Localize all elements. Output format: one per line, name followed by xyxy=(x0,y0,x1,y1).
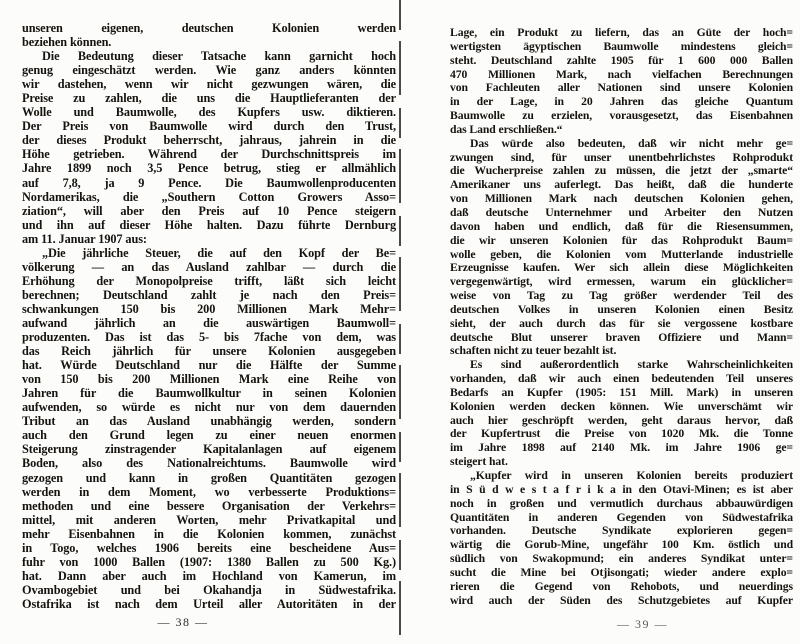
text-line: „Kupfer wird in unseren Kolonien bereits produziert xyxy=(470,469,793,482)
text-line: die Wucherpreise zahlen zu müssen, die jetzt der „smarte“ xyxy=(450,164,793,178)
text-line: Wolle und Baumwolle, des Kupfers usw. diktieren. xyxy=(22,105,396,120)
text-line: aufwenden, so würde es nicht nur von dem dauernden xyxy=(22,400,396,415)
text-line: von 150 bis 200 Millionen Mark eine Reihe von xyxy=(22,372,396,387)
text-line: Jahren für die Baumwollkultur in seinen Kolonien xyxy=(22,386,396,401)
text-line: Lage, ein Produkt zu liefern, das an Güte der hoch= xyxy=(450,26,793,39)
text-line: im Jahre 1898 auf 2140 Mk. im Jahre 1906 ge= xyxy=(450,441,793,455)
text-line: wärtig die Gorub-Mine, ungefähr 100 Km. östlich und xyxy=(450,538,793,552)
text-line: das Land erschließen.“ xyxy=(450,122,563,136)
text-line: fuhr von 1000 Ballen (1907: 1380 Ballen zu 500 Kg.) xyxy=(22,554,396,569)
text-line: Erzeugnisse kaufen. Wer sich allein diese Möglichkeiten xyxy=(450,261,793,275)
text-line: Baumwolle zu erzielen, vorausgesetzt, das Eisenbahnen xyxy=(450,109,793,123)
text-line: produzenten. Das ist das 5- bis 7fache von dem, was xyxy=(22,330,396,345)
page-number-left: — 38 — xyxy=(157,615,209,629)
text-line: methoden und eine bessere Organisation der Verkehrs= xyxy=(22,498,396,513)
text-line: in der Lage, in 20 Jahren das gleiche Quantum xyxy=(450,95,793,109)
text-line: Die Bedeutung dieser Tatsache kann garnicht hoch xyxy=(42,49,396,64)
text-line: Nordamerikas, die „Southern Cotton Growers Asso= xyxy=(22,189,396,204)
page-number-right: — 39 — xyxy=(617,617,668,631)
text-line: Kolonien werden decken können. Wie unverschämt wir xyxy=(450,399,793,413)
gutter-line xyxy=(399,0,401,644)
text-line: weise von Tag zu Tag größer werdender Teil des xyxy=(450,289,793,303)
text-line: steht. Deutschland zahlte 1905 für 1 600 000 Ballen xyxy=(450,53,793,67)
text-line: rieren die Gegend von Rehobots, und neuerdings xyxy=(450,579,793,593)
text-line: Preise zu zahlen, die uns die Hauptlieferanten der xyxy=(22,91,396,106)
text-line: werden in dem Moment, wo verbesserte Produktions= xyxy=(22,484,396,499)
text-line: sucht die Mine bei Otjisongati; wieder andere explo= xyxy=(450,565,793,579)
text-line: auch den Grund legen zu einer neuen enormen xyxy=(22,428,396,443)
text-line: schaften nicht zu teuer bezahlt ist. xyxy=(450,344,617,358)
text-line: Höhe getrieben. Während der Durchschnittspreis im xyxy=(22,147,396,162)
text-line: die wir unseren Kolonien für das Rohprodukt Baum= xyxy=(450,233,793,247)
page-right-lines xyxy=(450,26,793,607)
text-line: zwungen sind, für unser unentbehrlichstes Rohprodukt xyxy=(450,150,793,164)
text-line: davon haben und endlich, daß für die Riesensummen, xyxy=(450,219,793,233)
text-line: von Fachleuten aller Nationen sind unsere Kolonien xyxy=(450,81,793,95)
text-line: sieht, der auch durch das für sie vergossene kostbare xyxy=(450,316,793,330)
text-line: Amerikaner uns auferlegt. Das heißt, daß die hunderte xyxy=(450,178,793,192)
text-line: am 11. Januar 1907 aus: xyxy=(22,231,147,246)
text-line: Quantitäten in anderen Gegenden von Südwestafrika xyxy=(450,510,793,524)
text-line: Tribut an das Ausland unabhängig werden, sondern xyxy=(22,414,396,429)
text-line: gezogen und kann in großen Quantitäten gezogen xyxy=(22,470,396,485)
text-line: berechnen; Deutschland zahlt je nach den Preis= xyxy=(22,287,396,302)
text-line: deutschen Volkes in unseren Kolonien einen Besitz xyxy=(450,302,793,316)
text-line: wertigsten ägyptischen Baumwolle mindestens gleich= xyxy=(450,39,793,53)
text-line: Erhöhung der Monopolpreise trifft, läßt sich leicht xyxy=(22,273,396,288)
text-line: daß deutsche Unternehmer und Arbeiter den Nutzen xyxy=(450,205,793,219)
text-line: der dieses Produkt beherrscht, jahraus, jahrein in die xyxy=(22,133,396,148)
text-line: Das würde also bedeuten, daß wir nicht mehr ge= xyxy=(470,136,793,150)
text-line: in S ü d w e s t a f r i k a in den Otavi-Minen; es ist aber xyxy=(450,482,793,496)
text-line: in Togo, welches 1906 bereits eine bescheidene Aus= xyxy=(22,540,396,555)
text-line: Ostafrika ist nach dem Urteil aller Autoritäten in der xyxy=(22,596,396,611)
text-line: und ihn auf dieser Höhe halten. Dazu führte Dernburg xyxy=(22,217,396,232)
text-line: völkerung — an das Ausland zahlbar — durch die xyxy=(22,259,396,274)
text-line: hat. Dann aber auch im Hochland von Kamerun, im xyxy=(22,568,396,583)
text-line: wolle geben, die Kolonien vom Mutterlande industrielle xyxy=(450,247,793,261)
text-line: auf 7,8, ja 9 Pence. Die Baumwollenproducenten xyxy=(22,175,396,190)
text-line: das Reich jährlich für unsere Kolonien ausgegeben xyxy=(22,344,396,359)
text-line: beziehen können. xyxy=(22,35,112,50)
text-line: südlich von Swakopmund; ein anderes Syndikat unter= xyxy=(450,552,793,566)
text-line: steigert hat. xyxy=(450,455,508,469)
text-line: aufwand jährlich an die auswärtigen Baumwoll= xyxy=(22,315,396,330)
text-line: mehr Eisenbahnen in die Kolonien kommen, zunächst xyxy=(22,526,396,541)
text-line: von Millionen Mark nach deutschen Kolonien gehen, xyxy=(450,192,793,206)
text-line: vergegenwärtigt, wird ermessen, warum ein glücklicher= xyxy=(450,275,793,289)
text-line: vorhanden. Deutsche Syndikate explorieren gegen= xyxy=(450,524,793,538)
text-line: Der Preis von Baumwolle wird durch den Trust, xyxy=(22,119,396,134)
text-line: auch hier geschröpft werden, geht daraus hervor, daß xyxy=(450,413,793,427)
text-line: deutsche Blut unserer braven Offiziere und Mann= xyxy=(450,330,793,344)
text-line: noch in großen und vermutlich durchaus abbauwürdigen xyxy=(450,496,793,510)
text-line: Bedarfs an Kupfer (1905: 151 Mill. Mark) in unseren xyxy=(450,385,793,399)
text-line: 470 Millionen Mark, nach vielfachen Berechnungen xyxy=(450,67,793,81)
text-line: Ovambogebiet und bei Okahandja in Südwestafrika. xyxy=(22,582,396,597)
text-line: ziation“, will aber den Preis auf 10 Pence steigern xyxy=(22,203,396,218)
text-line: der Kupfertrust die Preise von 1020 Mk. die Tonne xyxy=(450,427,793,441)
text-line: „Die jährliche Steuer, die auf den Kopf der Be= xyxy=(42,245,396,260)
text-line: wird auch der Süden des Schutzgebietes auf Kupfer xyxy=(450,593,793,607)
text-line: Steigerung zinstragender Kapitalanlagen auf eigenem xyxy=(22,442,396,457)
text-line: Boden, also des Nationalreichtums. Baumwolle wird xyxy=(22,456,396,471)
page-left-lines xyxy=(22,21,396,611)
text-line: Jahre 1899 noch 3,5 Pence betrug, stieg er allmählich xyxy=(22,161,396,176)
text-line: Es sind außerordentlich starke Wahrscheinlichkeiten xyxy=(470,358,793,372)
text-line: unseren eigenen, deutschen Kolonien werden xyxy=(22,21,396,35)
text-line: mittel, mit anderen Worten, mehr Privatkapital und xyxy=(22,512,396,527)
text-line: hat. Würde Deutschland nur die Hälfte der Summe xyxy=(22,358,396,373)
text-line: genug eingeschätzt werden. Wie ganz anders könnten xyxy=(22,63,396,78)
text-line: schwankungen 150 bis 200 Millionen Mark Mehr= xyxy=(22,301,396,316)
text-line: wir dastehen, wenn wir nicht gezwungen wären, die xyxy=(22,77,396,92)
text-line: vorhanden, daß wir auch einen bedeutenden Teil unseres xyxy=(450,372,793,386)
